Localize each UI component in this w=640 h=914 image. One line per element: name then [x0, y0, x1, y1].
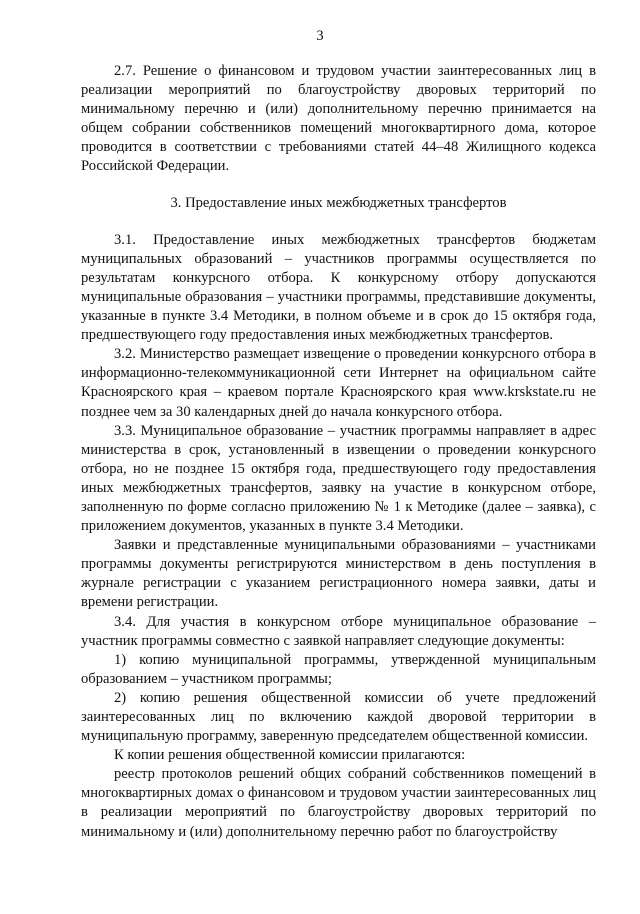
- paragraph-protocol-registry: реестр протоколов решений общих собраний собственников помещений в многоквартирных домах о финансовом и трудовом участии заинтересованных лиц в реализации мероприятий по благоустройству дворовых территорий по минимальному и (или) дополнительному перечню работ по благоустройству: [81, 766, 596, 840]
- list-item-1: 1) копию муниципальной программы, утвержденной муниципальным образованием – участником программы;: [81, 651, 596, 687]
- paragraph-2-7: 2.7. Решение о финансовом и трудовом участии заинтересованных лиц в реализации мероприятий по благоустройству дворовых территорий по минимальному перечню и (или) дополнительному перечню принимается на общем собрании собственников помещений многоквартирного дома, которое проводится в соответствии с требованиями статей 44–48 Жилищного кодекса Российской Федерации.: [81, 63, 596, 175]
- paragraph-attachments-intro: К копии решения общественной комиссии прилагаются:: [114, 747, 466, 764]
- paragraph-3-1: 3.1. Предоставление иных межбюджетных трансфертов бюджетам муниципальных образований – участников программы осуществляется по результатам конкурсного отбора. К конкурсному отбору допускаются муниципальные образования – участники программы, представившие документы, указанные в пункте 3.4 Методики, в полном объеме и в срок до 15 октября года, предшествующего году предоставления иных межбюджетных трансфертов.: [81, 231, 596, 344]
- list-item-2: 2) копию решения общественной комиссии об учете предложений заинтересованных лиц по включению каждой дворовой территории в муниципальную программу, заверенную председателем общественной комиссии.: [81, 689, 596, 745]
- paragraph-3-4: 3.4. Для участия в конкурсном отборе муниципальное образование – участник программы совместно с заявкой направляет следующие документы:: [81, 613, 596, 649]
- paragraph-3-2: 3.2. Министерство размещает извещение о проведении конкурсного отбора в информационно-телекоммуникационной сети Интернет на официальном сайте Красноярского края – краевом портале Красноярского края www.krskstate.ru не позднее чем за 30 календарных дней до начала конкурсного отбора.: [81, 346, 596, 420]
- paragraph-3-3: 3.3. Муниципальное образование – участник программы направляет в адрес министерства в срок, установленный в извещении о проведении конкурсного отбора, но не позднее 15 октября года, предшествующего году предоставления иных межбюджетных трансфертов, заявку на участие в конкурсном отборе, заполненную по форме согласно приложению № 1 к Методике (далее – заявка), с приложением документов, указанных в пункте 3.4 Методики.: [81, 422, 596, 535]
- section-heading: 3. Предоставление иных межбюджетных трансфертов: [170, 194, 507, 211]
- paragraph-applications-registration: Заявки и представленные муниципальными образованиями – участниками программы документы регистрируются министерством в день поступления в журнале регистрации с указанием регистрационного номера заявки, даты и времени регистрации.: [81, 537, 596, 611]
- page-number: 3: [316, 28, 324, 44]
- document-body: [81, 62, 596, 842]
